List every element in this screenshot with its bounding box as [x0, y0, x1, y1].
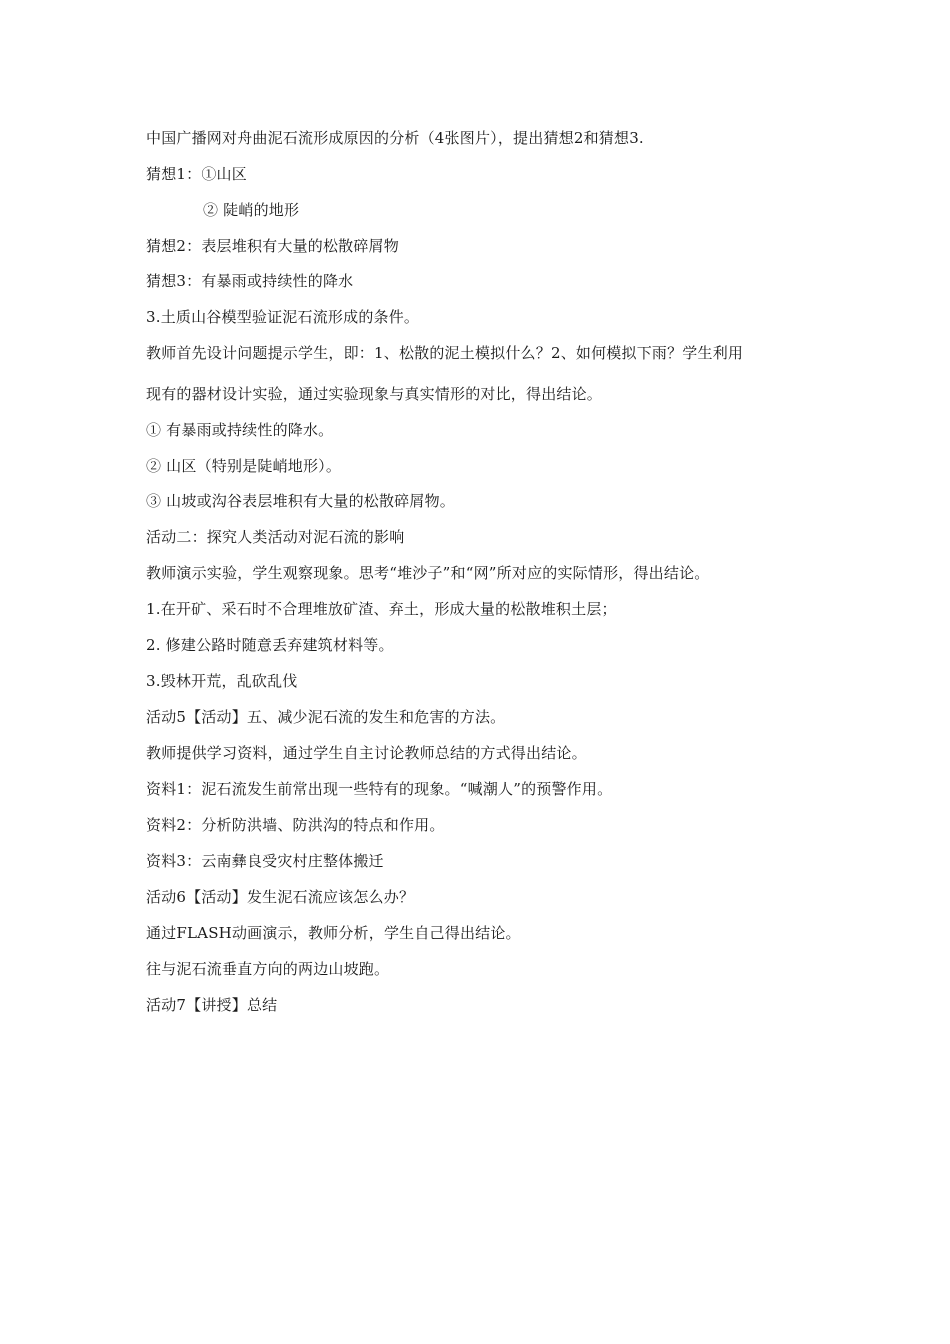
text-line: 猜想1：①山区 [146, 165, 247, 183]
text-line: ② 陡峭的地形 [203, 201, 300, 219]
text-line: 教师演示实验，学生观察现象。思考“堆沙子”和“网”所对应的实际情形，得出结论。 [146, 564, 710, 582]
text-line: 猜想3：有暴雨或持续性的降水 [146, 272, 354, 290]
text-line: ① 有暴雨或持续性的降水。 [146, 421, 334, 439]
text-line: 猜想2：表层堆积有大量的松散碎屑物 [146, 237, 399, 255]
text-line: 3.土质山谷模型验证泥石流形成的条件。 [146, 308, 420, 326]
text-line: ③ 山坡或沟谷表层堆积有大量的松散碎屑物。 [146, 492, 455, 510]
section-heading: 活动6【活动】发生泥石流应该怎么办？ [146, 888, 415, 906]
text-line: 现有的器材设计实验，通过实验现象与真实情形的对比，得出结论。 [146, 385, 603, 403]
text-line: 3.毁林开荒，乱砍乱伐 [146, 672, 298, 690]
text-line: 1.在开矿、采石时不合理堆放矿渣、弃土，形成大量的松散堆积土层； [146, 600, 617, 618]
section-heading: 活动5【活动】五、减少泥石流的发生和危害的方法。 [146, 708, 506, 726]
text-line: 通过FLASH动画演示，教师分析，学生自己得出结论。 [146, 924, 521, 942]
text-line: ② 山区（特别是陡峭地形）。 [146, 457, 342, 475]
section-heading: 活动二：探究人类活动对泥石流的影响 [146, 528, 405, 546]
text-line: 中国广播网对舟曲泥石流形成原因的分析（4张图片），提出猜想2和猜想3. [146, 129, 644, 147]
text-line: 资料2：分析防洪墙、防洪沟的特点和作用。 [146, 816, 445, 834]
text-line: 往与泥石流垂直方向的两边山坡跑。 [146, 960, 390, 978]
text-line: 资料1：泥石流发生前常出现一些特有的现象。“喊潮人”的预警作用。 [146, 780, 613, 798]
text-line: 资料3：云南彝良受灾村庄整体搬迁 [146, 852, 384, 870]
section-heading: 活动7【讲授】总结 [146, 996, 278, 1014]
text-line: 2. 修建公路时随意丢弃建筑材料等。 [146, 636, 394, 654]
text-line: 教师提供学习资料，通过学生自主讨论教师总结的方式得出结论。 [146, 744, 587, 762]
text-line: 教师首先设计问题提示学生，即：1、松散的泥土模拟什么？2、如何模拟下雨？学生利用 [146, 344, 744, 362]
